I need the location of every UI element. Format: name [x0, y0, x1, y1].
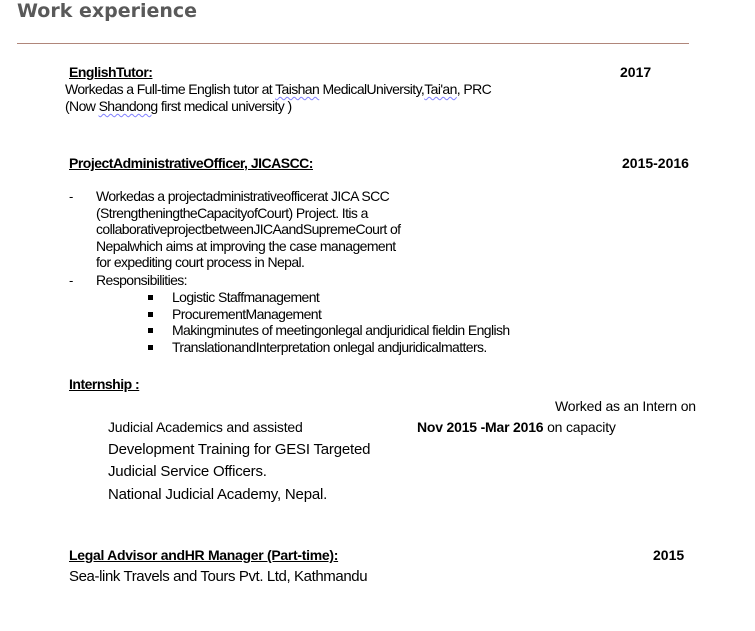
job-title-legal-advisor: Legal Advisor andHR Manager (Part-time):: [69, 547, 339, 563]
tutor-desc2-place: Shandong: [98, 98, 158, 114]
tutor-desc-city: Tai'an: [424, 81, 457, 97]
jica-desc-line: collaborativeprojectbetweenJICAandSupremeCourt of: [96, 221, 401, 237]
job-desc-english-tutor-line2: [65, 98, 292, 115]
tutor-desc-pre: Workedas a Full-time English tutor at: [65, 81, 276, 97]
internship-desc-line: Judicial Academics and assisted: [108, 419, 303, 435]
internship-date-line: [417, 419, 616, 435]
jica-responsibilities-label: Responsibilities:: [96, 272, 187, 288]
list-item: Makingminutes of meetingonlegal andjuridical fieldin English: [146, 322, 510, 339]
job-title-english-tutor: EnglishTutor:: [69, 64, 153, 80]
dash-bullet: -: [69, 273, 74, 288]
job-date-english-tutor: 2017: [620, 64, 652, 80]
job-date-legal-advisor: 2015: [653, 547, 685, 563]
job-date-jica: 2015-2016: [622, 155, 689, 171]
tutor-desc-place: Taishan: [275, 81, 320, 97]
jica-desc-line: Workedas a projectadministrativeofficerat JICA SCC: [96, 188, 390, 204]
job-desc-english-tutor-line1: [65, 81, 491, 98]
tutor-desc2-pre: (Now: [65, 98, 99, 114]
dash-bullet: -: [69, 189, 74, 204]
section-title: Work experience: [17, 0, 198, 22]
internship-capacity: on capacity: [547, 419, 616, 435]
responsibilities-list: [146, 289, 510, 355]
list-item: Logistic Staffmanagement: [146, 289, 510, 306]
list-item: TranslationandInterpretation onlegal andjuridicalmatters.: [146, 339, 510, 356]
jica-description: [96, 188, 400, 271]
internship-worked-as: Worked as an Intern on: [555, 398, 696, 414]
internship-desc-line: Judicial Service Officers.: [108, 463, 267, 480]
internship-desc-line: National Judicial Academy, Nepal.: [108, 486, 328, 503]
section-divider: [17, 43, 689, 44]
legal-company: Sea-link Travels and Tours Pvt. Ltd, Kathmandu: [69, 568, 368, 585]
internship-date: Nov 2015 -Mar 2016: [417, 419, 544, 435]
tutor-desc2-post: first medical university ): [157, 98, 292, 114]
job-title-jica: ProjectAdministrativeOfficer, JICASCC:: [69, 155, 313, 171]
jica-desc-line: Nepalwhich aims at improving the case management: [96, 237, 396, 254]
tutor-desc-post: , PRC: [456, 81, 492, 97]
jica-desc-line: (StrengtheningtheCapacityofCourt) Project. Itis a: [96, 204, 368, 221]
jica-desc-line: for expediting court process in Nepal.: [96, 254, 305, 270]
internship-desc-line: Development Training for GESI Targeted: [108, 441, 371, 458]
list-item: ProcurementManagement: [146, 306, 510, 323]
tutor-desc-mid: MedicalUniversity,: [319, 81, 425, 97]
job-title-internship: Internship :: [69, 376, 140, 392]
